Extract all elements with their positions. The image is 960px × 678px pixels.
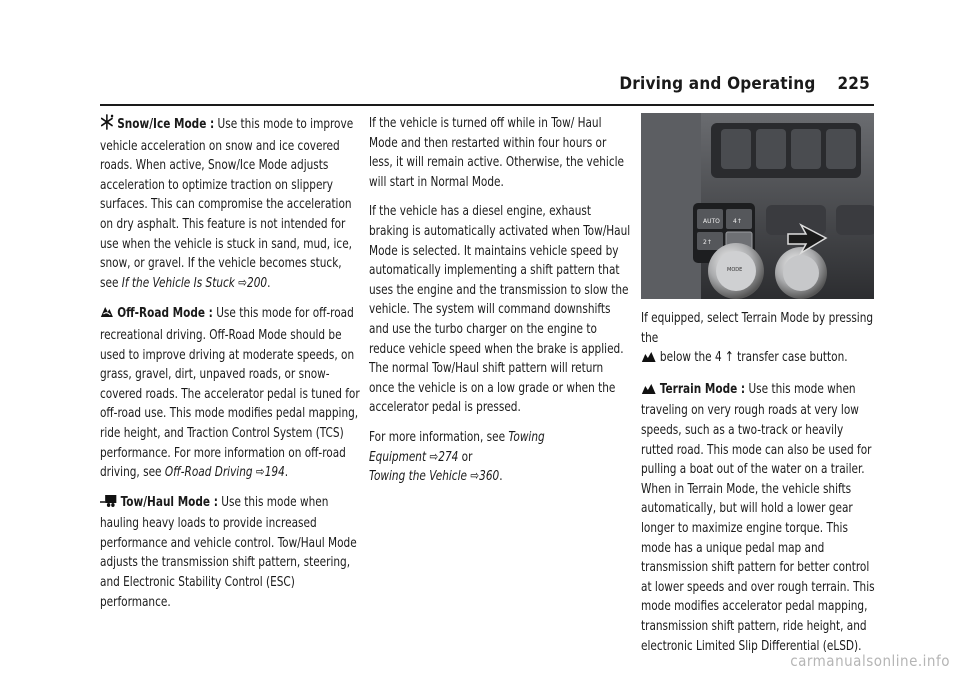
watermark: carmanualsonline.info: [790, 652, 950, 670]
up-arrow-icon: ↑: [725, 349, 734, 366]
terrain-icon: [641, 381, 656, 402]
column-3: [641, 309, 875, 666]
link-arrow-icon: ⇨: [470, 468, 480, 485]
terrain-select-text-b: below the 4: [659, 349, 722, 366]
restart-paragraph: If the vehicle is turned off while in Tow/ Haul Mode and then restarted within four hours or less, it will remain active. Otherwise, the vehicle will start in Normal Mode.: [369, 115, 625, 190]
terrain-select-text-a: If equipped, select Terrain Mode by pressing the: [641, 310, 874, 346]
link-arrow-icon: ⇨: [429, 448, 439, 465]
terrain-mode-label: Terrain Mode :: [659, 380, 746, 397]
stuck-page[interactable]: 200: [247, 274, 268, 291]
snow-ice-label: Snow/Ice Mode :: [117, 116, 215, 132]
link-arrow-icon: ⇨: [255, 464, 265, 481]
terrain-mode-text: Use this mode when traveling on very rough roads at very low speeds, such as a two-track or heavily rutted road. This mode can also be used for pulling a boat out of the water on a trailer. When in Terrain Mode, the vehicle shifts automatically, but will hold a lower gear longer to maximize engine torque. This mode has a unique pedal map and transmission shift pattern for better control at lower speeds and over rough terrain. This mode modifies accelerator pedal mapping, transmission shift pattern, ride height, and electronic Limited Slip Differential (eLSD).: [641, 380, 875, 654]
2h-button-label: 2↑: [703, 239, 712, 246]
off-road-end: .: [284, 464, 289, 481]
towing-vehicle-link[interactable]: Towing the Vehicle: [369, 468, 467, 485]
4h-button-label: 4↑: [733, 218, 742, 225]
terrain-mode-paragraph: [641, 380, 875, 656]
tow-haul-paragraph: [100, 493, 361, 613]
stuck-link[interactable]: If the Vehicle Is Stuck: [121, 274, 235, 291]
diesel-paragraph: If the vehicle has a diesel engine, exhaust braking is automatically activated when Tow/Haul Mode is selected. It maintains vehicle speed by automatically implementing a shift pattern that uses the engine and the transmission to slow the vehicle. The system will command downshifts and use the turbo charger on the engine to reduce vehicle speed when the brake is applied. The normal Tow/Haul shift pattern will return once the vehicle is on a low grade or when the accelerator pedal is pressed.: [369, 203, 631, 416]
towing-vehicle-page[interactable]: 360: [479, 468, 500, 485]
tow-haul-label: Tow/Haul Mode :: [120, 493, 218, 510]
console-photo: [641, 113, 874, 299]
more-info-text: For more information, see: [369, 428, 509, 445]
off-road-link[interactable]: Off-Road Driving: [164, 464, 253, 481]
snow-ice-text: Use this mode to improve vehicle acceleration on snow and ice covered roads. When active, Snow/Ice Mode adjusts acceleration to optimize traction on slippery surfaces. This can compromise the acceleration on dry asphalt. This feature is not intended for use when the vehicle is stuck in sand, mud, ice, snow, or gravel. If the vehicle becomes stuck, see: [100, 116, 354, 291]
trailer-icon: [100, 494, 117, 515]
off-road-paragraph: [100, 303, 361, 482]
or-text: or: [458, 448, 473, 465]
header-rule: [100, 104, 874, 106]
offroad-mountain-icon: [100, 303, 114, 326]
off-road-page[interactable]: 194: [264, 464, 285, 481]
towing-equipment-link[interactable]: Towing Equipment: [369, 428, 545, 465]
tow-haul-text: Use this mode when hauling heavy loads to provide increased performance and vehicle control. Tow/Haul Mode adjusts the transmission shift pattern, steering, and Electronic Stability Control (ESC) performance.: [100, 493, 357, 610]
page-number: 225: [837, 74, 870, 94]
column-1: [100, 114, 361, 622]
page-header: [619, 74, 870, 94]
terrain-select-paragraph: [641, 309, 875, 370]
snow-ice-paragraph: [100, 114, 361, 293]
link-arrow-icon: ⇨: [238, 274, 248, 291]
mode-knob-label: MODE: [727, 267, 743, 273]
snow-end: .: [267, 274, 271, 291]
off-road-label: Off-Road Mode :: [117, 305, 213, 322]
off-road-text: Use this mode for off-road recreational driving. Off-Road Mode should be used to improve driving at moderate speeds, on grass, gravel, dirt, unpaved roads, or snow-covered roads. The accelerator pedal is tuned for off-road use. This mode modifies pedal mapping, ride height, and Traction Control System (TCS) performance. For more information on off-road driving, see: [100, 305, 360, 481]
terrain-select-text-c: transfer case button.: [737, 349, 848, 366]
auto-button-label: AUTO: [703, 218, 720, 225]
more-info-paragraph: [369, 428, 630, 487]
terrain-inline-icon: [641, 349, 656, 370]
towing-equipment-page[interactable]: 274: [438, 448, 459, 465]
more-info-end: .: [499, 468, 503, 485]
section-title: Driving and Operating: [619, 74, 816, 94]
column-2: [369, 114, 630, 497]
snowflake-icon: [100, 114, 114, 137]
